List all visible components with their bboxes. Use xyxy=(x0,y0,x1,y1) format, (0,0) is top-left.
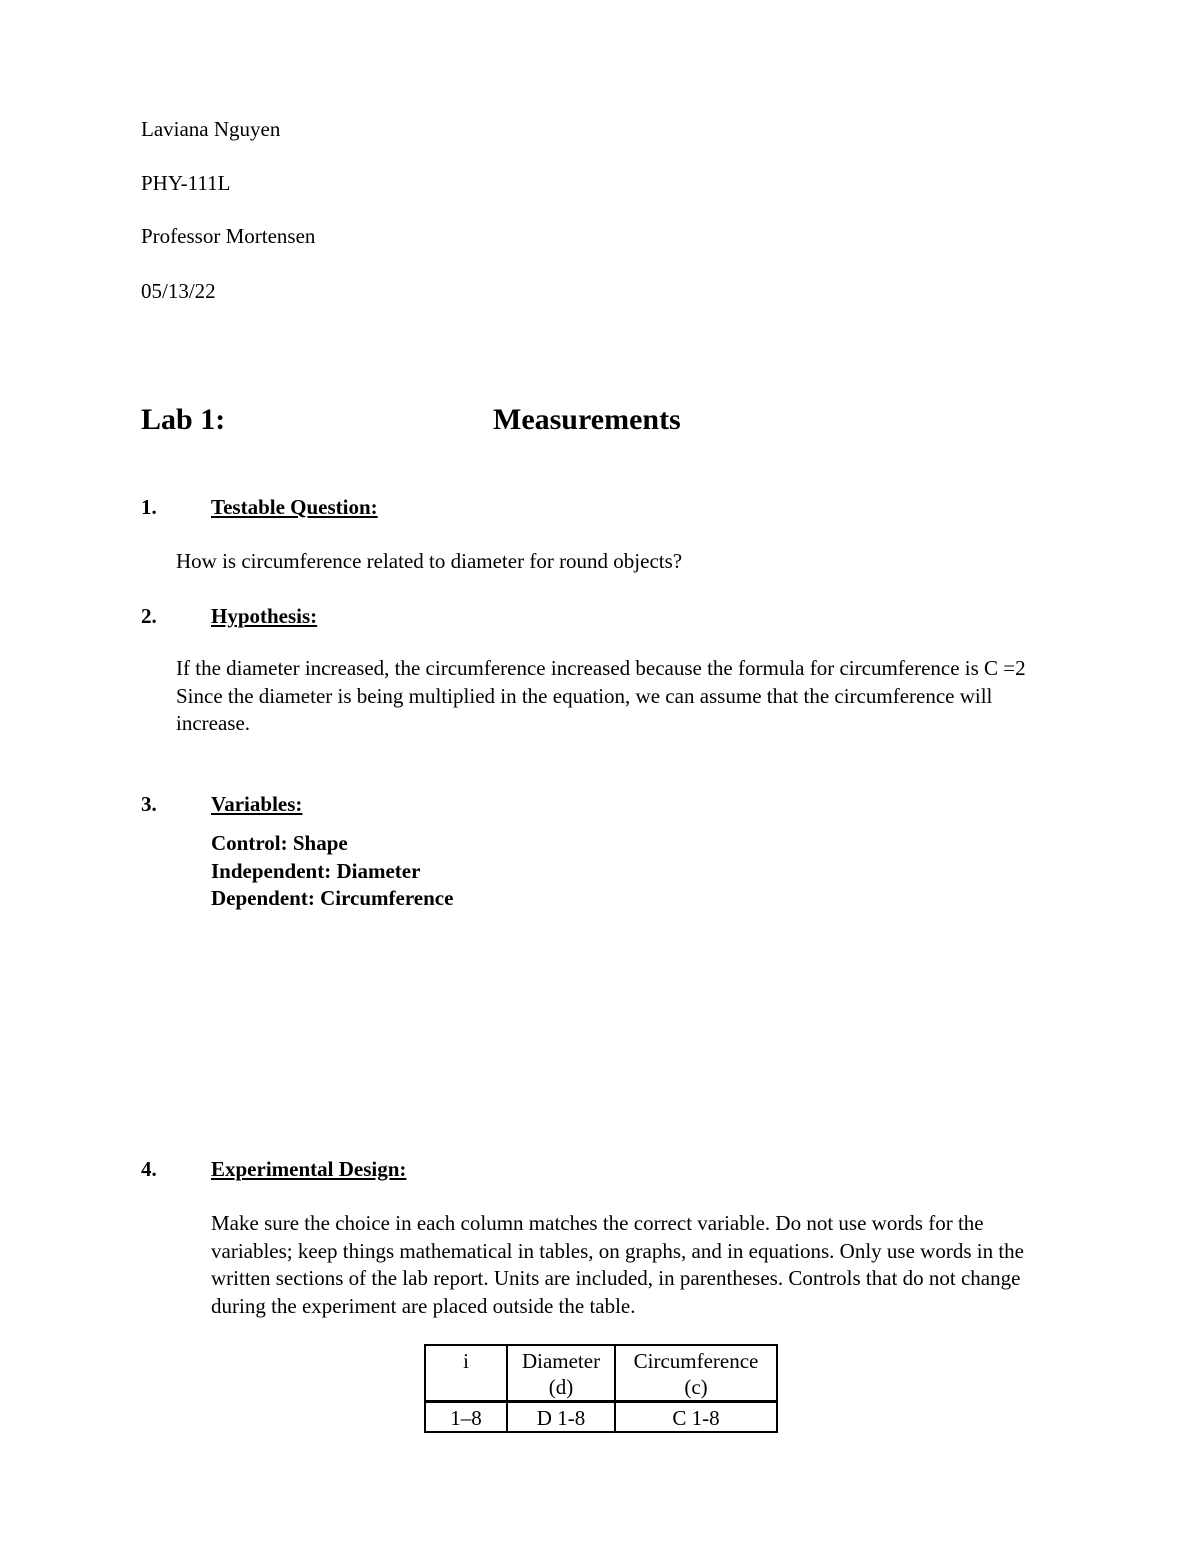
table-cell: 1–8 xyxy=(425,1402,507,1433)
control-variable: Control: Shape xyxy=(211,831,348,855)
section-heading-hypothesis: Hypothesis: xyxy=(211,604,318,628)
data-table xyxy=(424,1344,778,1433)
professor-name: Professor Mortensen xyxy=(141,224,316,248)
report-date: 05/13/22 xyxy=(141,279,216,303)
lab-number-title: Lab 1: xyxy=(141,403,226,436)
table-header-cell: Circumference (c) xyxy=(615,1345,777,1402)
section-heading-variables: Variables: xyxy=(211,792,303,816)
table-header-row xyxy=(425,1345,777,1402)
section-number-3: 3. xyxy=(141,792,157,816)
author-name: Laviana Nguyen xyxy=(141,117,281,141)
hypothesis-text: If the diameter increased, the circumference increased because the formula for circumference is C =2 Since the diameter is being multiplied in the equation, we can assume that the circumference will increase. xyxy=(176,656,1026,735)
section-number-2: 2. xyxy=(141,604,157,628)
experimental-design-text: Make sure the choice in each column matches the correct variable. Do not use words for the variables; keep things mathematical in tables, on graphs, and in equations. Only use words in the written sections of the lab report. Units are included, in parentheses. Controls that do not change during the experiment are placed outside the table. xyxy=(211,1211,1024,1318)
section-number-1: 1. xyxy=(141,495,157,519)
table-row xyxy=(425,1402,777,1433)
lab-name-title: Measurements xyxy=(493,403,681,436)
table-header-cell: i xyxy=(425,1345,507,1402)
table-header-cell: Diameter (d) xyxy=(507,1345,615,1402)
table-cell: D 1-8 xyxy=(507,1402,615,1433)
independent-variable: Independent: Diameter xyxy=(211,859,421,883)
table-cell: C 1-8 xyxy=(615,1402,777,1433)
section-heading-experimental-design: Experimental Design: xyxy=(211,1157,407,1181)
dependent-variable: Dependent: Circumference xyxy=(211,886,454,910)
section-heading-testable-question: Testable Question: xyxy=(211,495,378,519)
course-code: PHY-111L xyxy=(141,171,231,195)
section-number-4: 4. xyxy=(141,1157,157,1181)
testable-question-text: How is circumference related to diameter for round objects? xyxy=(176,549,683,573)
